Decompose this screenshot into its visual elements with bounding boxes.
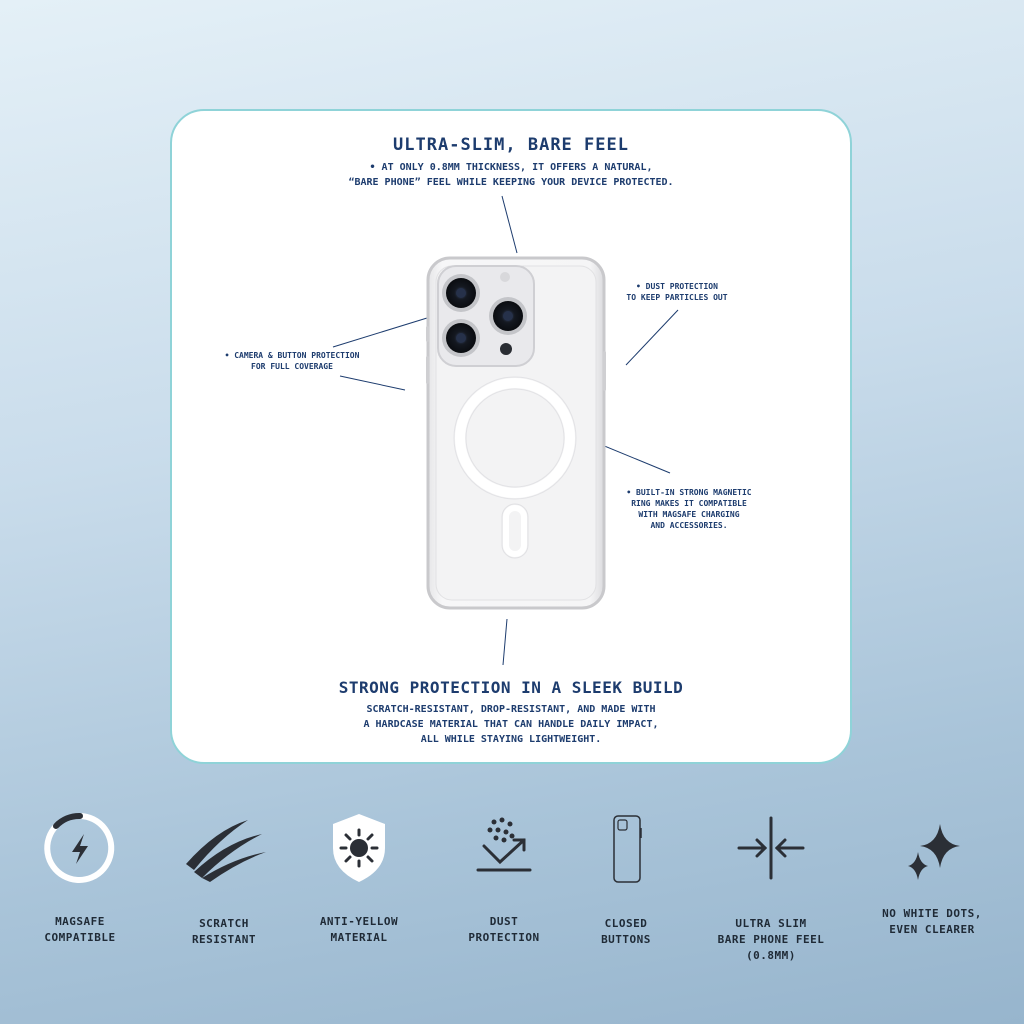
feature-label: BUTTONS [601, 933, 651, 946]
bottom-desc-line: SCRATCH-RESISTANT, DROP-RESISTANT, AND MADE WITH [366, 704, 656, 715]
callout-line: AND ACCESSORIES. [650, 521, 728, 530]
feature-label: PROTECTION [468, 931, 540, 944]
feature-label: DUST [489, 915, 519, 928]
compress-arrows-icon [733, 810, 809, 886]
feature-label: CLOSED [604, 917, 648, 930]
feature-label: MATERIAL [330, 931, 388, 944]
feature-no-white-dots [857, 810, 1007, 938]
product-info-card [170, 109, 852, 764]
top-desc-line: “BARE PHONE” FEEL WHILE KEEPING YOUR DEVICE PROTECTED. [348, 177, 674, 188]
callout-line: • CAMERA & BUTTON PROTECTION [224, 351, 360, 360]
callout-line: • BUILT-IN STRONG MAGNETIC [626, 488, 752, 497]
top-description [232, 160, 790, 190]
bottom-title: STRONG PROTECTION IN A SLEEK BUILD [338, 678, 684, 697]
bottom-desc-line: ALL WHILE STAYING LIGHTWEIGHT. [420, 734, 602, 745]
feature-label: ANTI-YELLOW [319, 915, 399, 928]
callout-line: RING MAKES IT COMPATIBLE [631, 499, 747, 508]
top-title: ULTRA-SLIM, BARE FEEL [393, 135, 629, 155]
feature-closed-buttons [551, 810, 701, 948]
callout-dust-protection [602, 281, 752, 303]
dust-icon [466, 810, 542, 886]
feature-label: RESISTANT [191, 933, 257, 946]
feature-label: NO WHITE DOTS, [882, 907, 982, 920]
feature-label: COMPATIBLE [44, 931, 116, 944]
phone-outline-icon [588, 810, 664, 886]
feature-label: SCRATCH [199, 917, 249, 930]
magsafe-charging-icon [42, 810, 118, 886]
callout-line: TO KEEP PARTICLES OUT [626, 293, 728, 302]
feature-label: (0.8MM) [746, 949, 796, 962]
callout-camera-protection [212, 350, 372, 372]
feature-label: ULTRA SLIM [735, 917, 807, 930]
feature-label: MAGSAFE [55, 915, 105, 928]
top-desc-line: • AT ONLY 0.8MM THICKNESS, IT OFFERS A NATURAL, [369, 162, 653, 173]
feature-scratch [149, 810, 299, 948]
phone-case-illustration [426, 256, 606, 611]
feature-anti-yellow [284, 810, 434, 946]
sparkle-icon [894, 810, 970, 886]
feature-label: BARE PHONE FEEL [717, 933, 825, 946]
callout-line: FOR FULL COVERAGE [251, 362, 333, 371]
feature-magsafe [5, 810, 155, 946]
shield-sun-icon [321, 810, 397, 886]
callout-line: WITH MAGSAFE CHARGING [638, 510, 740, 519]
callout-line: • DUST PROTECTION [636, 282, 718, 291]
scratch-icon [176, 810, 272, 886]
bottom-desc-line: A HARDCASE MATERIAL THAT CAN HANDLE DAILY IMPACT, [363, 719, 659, 730]
bottom-description [232, 702, 790, 747]
callout-magnetic-ring [604, 487, 774, 531]
feature-ultra-slim [696, 810, 846, 964]
feature-label: EVEN CLEARER [889, 923, 975, 936]
